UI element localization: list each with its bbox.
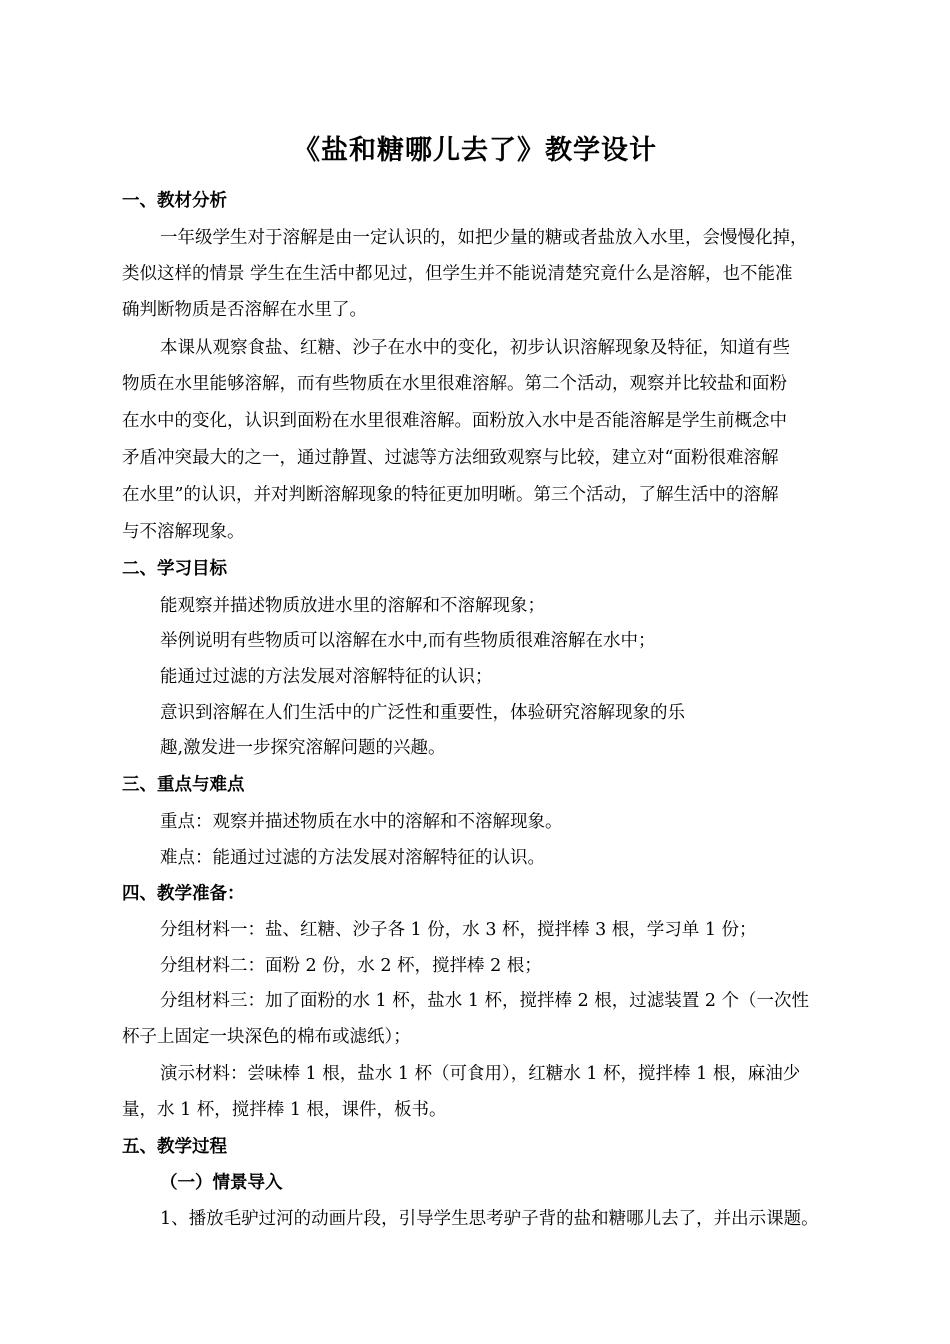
section-heading-learning-goals: 二、学习目标 (122, 559, 227, 579)
paragraph-line: 与不溶解现象。 (122, 522, 245, 542)
paragraph-line: 确判断物质是否溶解在水里了。 (122, 300, 367, 320)
list-item: 分组材料二：面粉 2 份，水 2 杯，搅拌棒 2 根； (160, 956, 542, 976)
subsection-heading-intro: （一）情景导入 (160, 1173, 283, 1193)
list-item: 趣,激发进一步探究溶解问题的兴趣。 (160, 738, 446, 758)
list-item: 分组材料三：加了面粉的水 1 杯，盐水 1 杯，搅拌棒 2 根，过滤装置 2 个（一次性 (160, 991, 810, 1011)
paragraph-line: 在水中的变化，认识到面粉在水里很难溶解。面粉放入水中是否能溶解是学生前概念中 (122, 411, 787, 431)
paragraph-line: 在水里”的认识，并对判断溶解现象的特征更加明晰。第三个活动，了解生活中的溶解 (122, 485, 779, 505)
section-heading-preparation: 四、教学准备： (122, 884, 245, 904)
list-item: 难点：能通过过滤的方法发展对溶解特征的认识。 (160, 848, 545, 868)
paragraph-line: 本课从观察食盐、红糖、沙子在水中的变化，初步认识溶解现象及特征，知道有些 (160, 338, 790, 358)
paragraph-line: 物质在水里能够溶解，而有些物质在水里很难溶解。第二个活动，观察并比较盐和面粉 (122, 374, 787, 394)
list-item: 重点：观察并描述物质在水中的溶解和不溶解现象。 (160, 812, 563, 832)
paragraph-line: 1、播放毛驴过河的动画片段，引导学生思考驴子背的盐和糖哪儿去了，并出示课题。 (160, 1209, 819, 1229)
list-item: 分组材料一：盐、红糖、沙子各 1 份，水 3 杯，搅拌棒 3 根，学习单 1 份； (160, 920, 757, 940)
section-heading-teaching-process: 五、教学过程 (122, 1137, 227, 1157)
section-heading-materials-analysis: 一、教材分析 (122, 191, 227, 211)
list-item: 意识到溶解在人们生活中的广泛性和重要性，体验研究溶解现象的乐 (160, 703, 685, 723)
list-item: 能观察并描述物质放进水里的溶解和不溶解现象； (160, 596, 545, 616)
list-item-continuation: 杯子上固定一块深色的棉布或滤纸）； (122, 1027, 411, 1047)
paragraph-line: 一年级学生对于溶解是由一定认识的，如把少量的糖或者盐放入水里，会慢慢化掉， (160, 228, 808, 248)
paragraph-line: 矛盾冲突最大的之一，通过静置、过滤等方法细致观察与比较，建立对“面粉很难溶解 (122, 448, 779, 468)
section-heading-key-points: 三、重点与难点 (122, 775, 245, 795)
list-item-continuation: 量，水 1 杯，搅拌棒 1 根，课件，板书。 (122, 1100, 447, 1120)
paragraph-line: 类似这样的情景 学生在生活中都见过，但学生并不能说清楚究竟什么是溶解，也不能准 (122, 264, 793, 284)
document-title: 《盐和糖哪儿去了》教学设计 (293, 135, 657, 166)
list-item: 能通过过滤的方法发展对溶解特征的认识； (160, 667, 493, 687)
list-item: 举例说明有些物质可以溶解在水中,而有些物质很难溶解在水中； (160, 631, 656, 651)
list-item: 演示材料：尝味棒 1 根，盐水 1 杯（可食用），红糖水 1 杯，搅拌棒 1 根，麻油少 (160, 1064, 801, 1084)
